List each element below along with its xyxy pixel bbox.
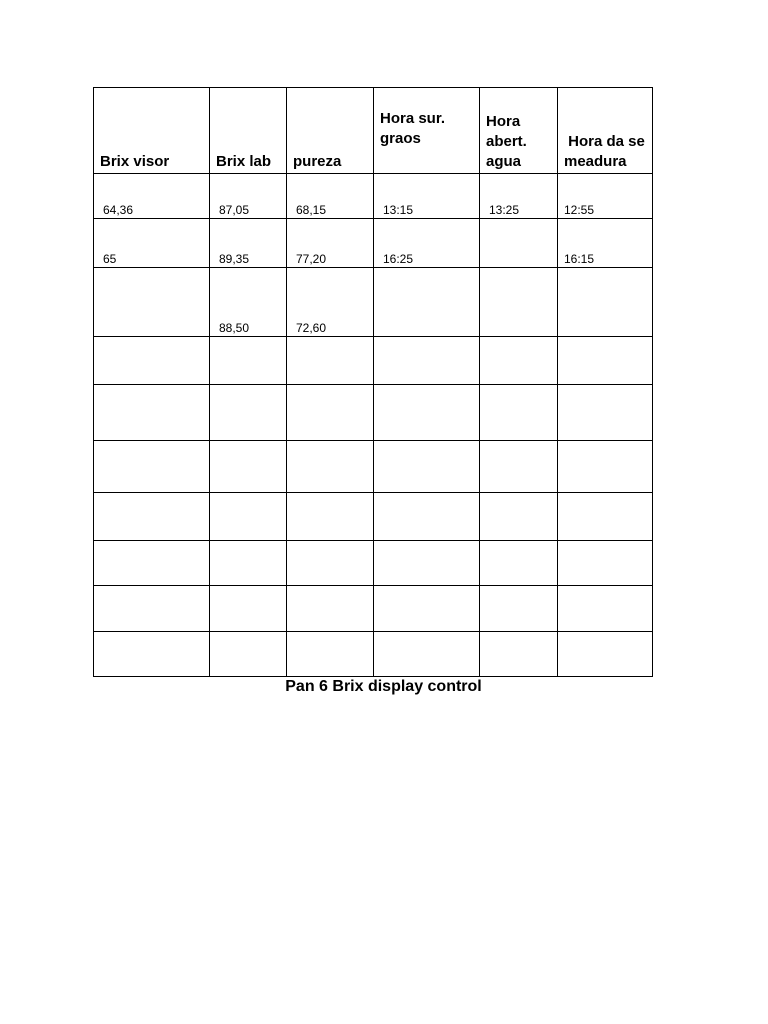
- table-body: [94, 88, 653, 677]
- cell-pureza: [287, 441, 374, 493]
- header-hora-sur-graos: [374, 88, 480, 174]
- header-hora-da-semeadura: Hora da semeadura: [558, 88, 653, 174]
- cell-hora-sur-graos: [374, 337, 480, 385]
- table-row: [94, 174, 653, 219]
- cell-brix-visor: [94, 586, 210, 632]
- cell-hora-da-semeadura: [558, 586, 653, 632]
- cell-hora-abert-agua: [480, 493, 558, 541]
- cell-hora-sur-graos: [374, 493, 480, 541]
- header-hora-abert-agua: Hora abert. agua: [480, 88, 558, 174]
- cell-brix-lab: [210, 493, 287, 541]
- header-pureza: pureza: [287, 88, 374, 174]
- cell-hora-abert-agua: [480, 541, 558, 586]
- cell-brix-visor: [94, 441, 210, 493]
- cell-hora-da-semeadura: [558, 385, 653, 441]
- cell-brix-lab: 89,35: [210, 219, 287, 268]
- brix-control-table: [93, 87, 653, 677]
- cell-pureza: 77,20: [287, 219, 374, 268]
- cell-brix-lab: [210, 385, 287, 441]
- cell-pureza: [287, 337, 374, 385]
- cell-hora-sur-graos: 16:25: [374, 219, 480, 268]
- table-row: [94, 337, 653, 385]
- cell-hora-da-semeadura: 12:55: [558, 174, 653, 219]
- cell-hora-sur-graos: [374, 385, 480, 441]
- cell-hora-sur-graos: [374, 441, 480, 493]
- cell-brix-visor: [94, 268, 210, 337]
- cell-hora-da-semeadura: [558, 541, 653, 586]
- cell-pureza: [287, 541, 374, 586]
- cell-brix-visor: [94, 385, 210, 441]
- header-brix-lab: Brix lab: [210, 88, 287, 174]
- header-hora-sur-graos-text: Hora sur. graos: [380, 110, 446, 147]
- cell-hora-abert-agua: [480, 337, 558, 385]
- cell-brix-visor: [94, 493, 210, 541]
- cell-brix-visor: [94, 541, 210, 586]
- cell-hora-da-semeadura: 16:15: [558, 219, 653, 268]
- table-row: [94, 541, 653, 586]
- table-row: [94, 385, 653, 441]
- cell-brix-lab: [210, 541, 287, 586]
- cell-brix-lab: [210, 632, 287, 677]
- cell-hora-da-semeadura: [558, 268, 653, 337]
- cell-pureza: 72,60: [287, 268, 374, 337]
- cell-hora-da-semeadura: [558, 632, 653, 677]
- cell-brix-lab: [210, 586, 287, 632]
- cell-brix-visor: [94, 632, 210, 677]
- table-row: [94, 586, 653, 632]
- cell-brix-visor: 64,36: [94, 174, 210, 219]
- cell-hora-sur-graos: [374, 632, 480, 677]
- cell-hora-abert-agua: [480, 268, 558, 337]
- header-brix-visor: Brix visor: [94, 88, 210, 174]
- cell-hora-da-semeadura: [558, 441, 653, 493]
- cell-hora-abert-agua: [480, 632, 558, 677]
- cell-brix-lab: 88,50: [210, 268, 287, 337]
- cell-hora-abert-agua: 13:25: [480, 174, 558, 219]
- cell-hora-abert-agua: [480, 441, 558, 493]
- cell-hora-da-semeadura: [558, 493, 653, 541]
- cell-brix-lab: [210, 441, 287, 493]
- table-row: [94, 268, 653, 337]
- table-row: [94, 219, 653, 268]
- cell-brix-visor: 65: [94, 219, 210, 268]
- cell-brix-lab: [210, 337, 287, 385]
- cell-pureza: [287, 586, 374, 632]
- cell-hora-abert-agua: [480, 385, 558, 441]
- cell-hora-sur-graos: [374, 541, 480, 586]
- table-row: [94, 441, 653, 493]
- cell-hora-sur-graos: [374, 586, 480, 632]
- cell-hora-abert-agua: [480, 219, 558, 268]
- cell-brix-lab: 87,05: [210, 174, 287, 219]
- cell-pureza: [287, 385, 374, 441]
- cell-hora-abert-agua: [480, 586, 558, 632]
- cell-hora-da-semeadura: [558, 337, 653, 385]
- cell-brix-visor: [94, 337, 210, 385]
- cell-pureza: [287, 493, 374, 541]
- table-caption: Pan 6 Brix display control: [285, 678, 482, 695]
- cell-pureza: [287, 632, 374, 677]
- table-row: [94, 493, 653, 541]
- cell-pureza: 68,15: [287, 174, 374, 219]
- cell-hora-sur-graos: [374, 268, 480, 337]
- table-row: [94, 632, 653, 677]
- header-row: [94, 88, 653, 174]
- cell-hora-sur-graos: 13:15: [374, 174, 480, 219]
